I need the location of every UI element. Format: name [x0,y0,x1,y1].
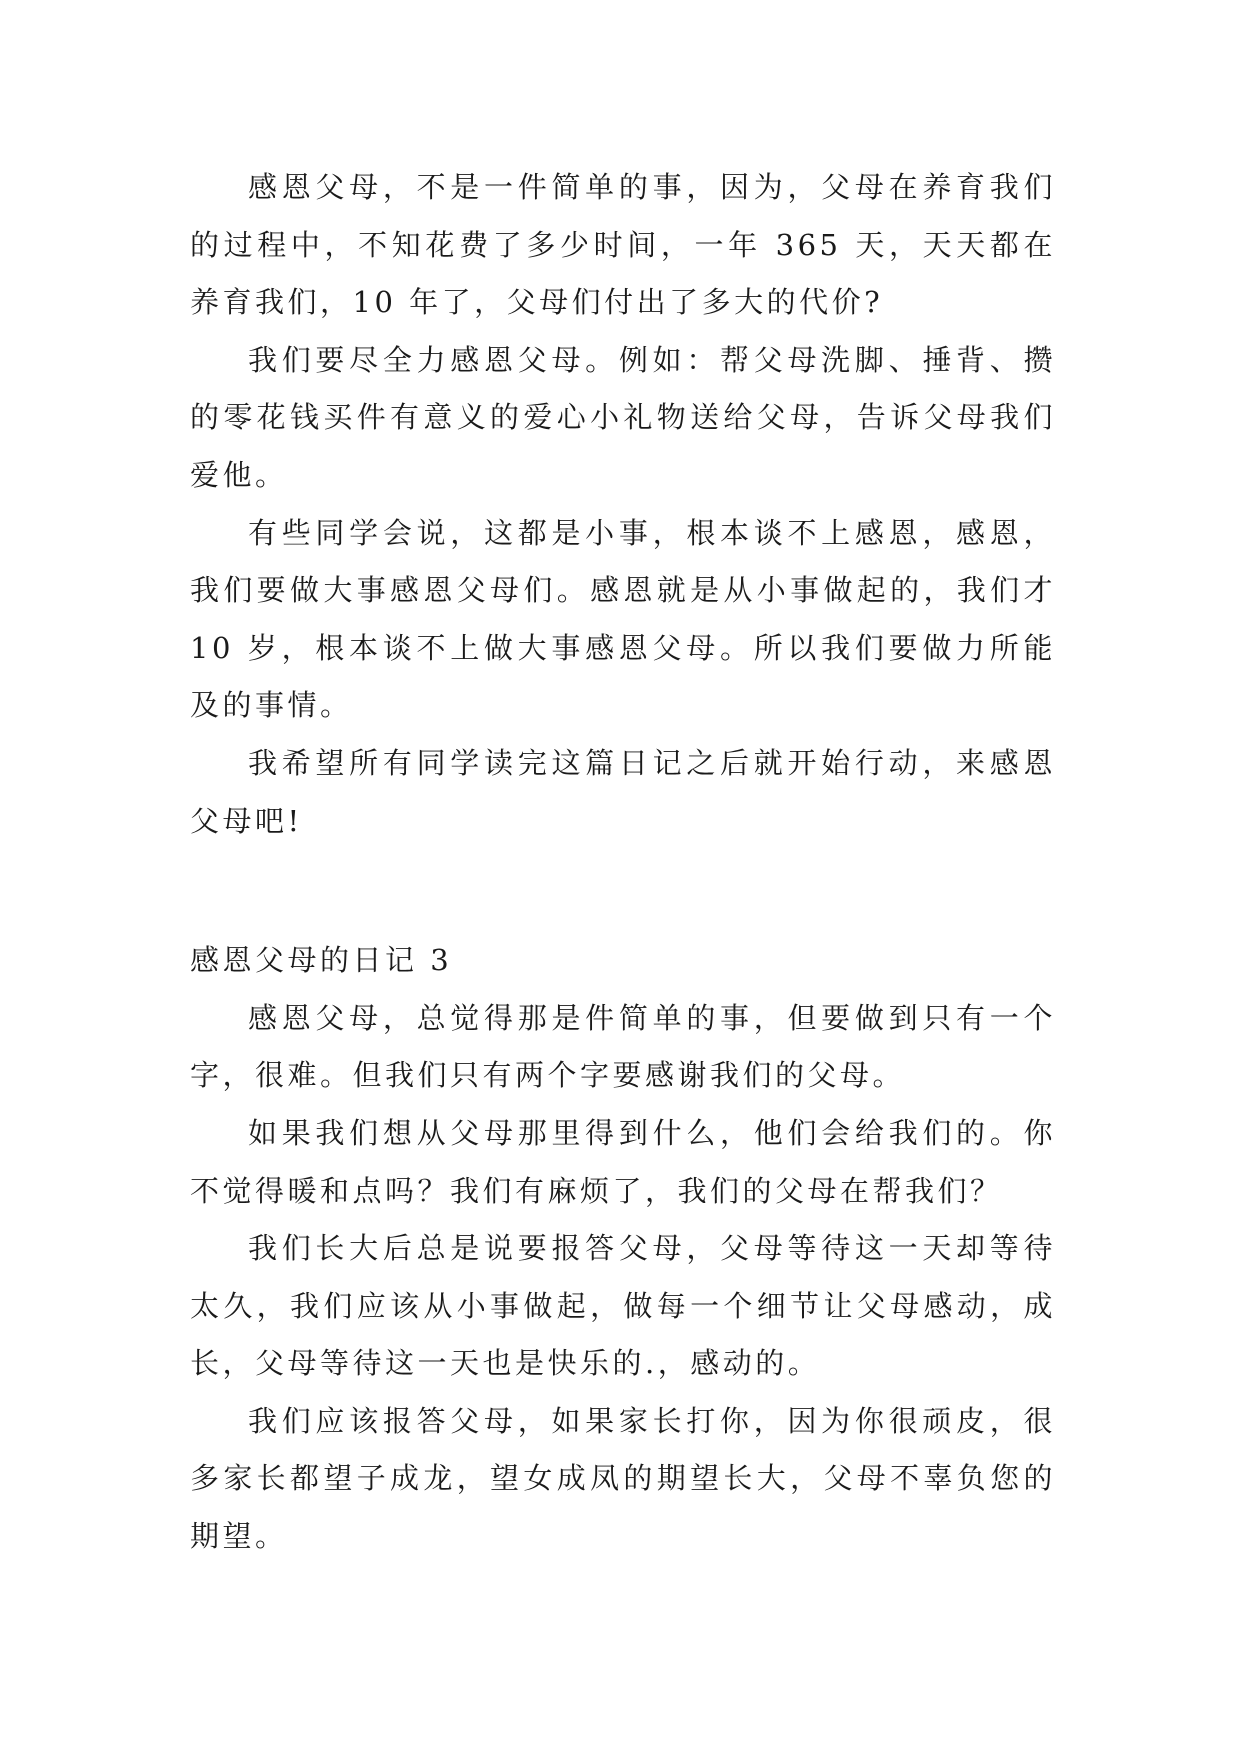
section-spacer [190,850,1056,932]
paragraph: 我们要尽全力感恩父母。例如：帮父母洗脚、捶背、攒的零花钱买件有意义的爱心小礼物送给父母，告诉父母我们爱他。 [190,342,1056,492]
paragraph: 感恩父母，总觉得那是件简单的事，但要做到只有一个字，很难。但我们只有两个字要感谢我们的父母。 [190,1000,1056,1093]
document-body [190,159,1056,1566]
paragraph: 我希望所有同学读完这篇日记之后就开始行动，来感恩父母吧! [190,745,1056,838]
paragraph: 我们长大后总是说要报答父母，父母等待这一天却等待太久，我们应该从小事做起，做每一个细节让父母感动，成长，父母等待这一天也是快乐的.，感动的。 [190,1231,1056,1381]
section-title: 感恩父母的日记 3 [190,943,453,978]
paragraph: 如果我们想从父母那里得到什么，他们会给我们的。你不觉得暖和点吗？我们有麻烦了，我们的父母在帮我们？ [190,1115,1056,1208]
paragraph: 我们应该报答父母，如果家长打你，因为你很顽皮，很多家长都望子成龙，望女成凤的期望长大，父母不辜负您的期望。 [190,1403,1056,1554]
paragraph: 有些同学会说，这都是小事，根本谈不上感恩，感恩，我们要做大事感恩父母们。感恩就是从小事做起的，我们才10 岁，根本谈不上做大事感恩父母。所以我们要做力所能及的事情。 [190,515,1056,723]
paragraph: 感恩父母，不是一件简单的事，因为，父母在养育我们的过程中，不知花费了多少时间，一年 365 天，天天都在养育我们，10 年了，父母们付出了多大的代价? [190,170,1056,320]
